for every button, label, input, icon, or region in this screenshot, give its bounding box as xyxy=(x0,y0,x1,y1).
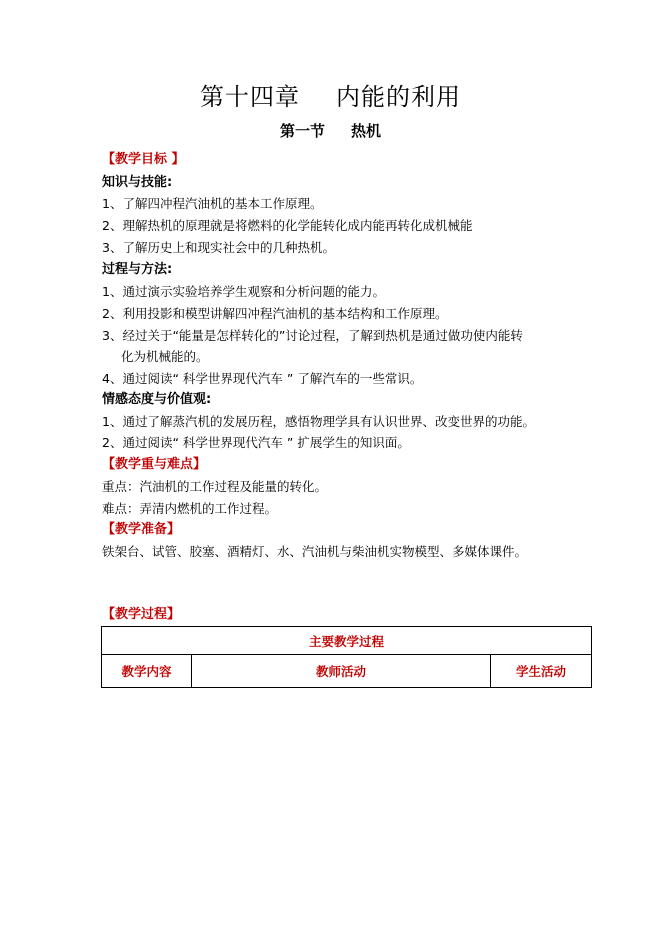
process-item-continued: 化为机械能的。 xyxy=(121,349,209,364)
attitude-item: 2、通过阅读“ 科学世界现代汽车 ” 扩展学生的知识面。 xyxy=(102,435,410,450)
table-title: 主要教学过程 xyxy=(102,627,592,655)
attitude-heading: 情感态度与价值观: xyxy=(102,392,212,407)
section-name: 热机 xyxy=(351,122,382,140)
section-title xyxy=(0,121,661,141)
key-point: 重点：汽油机的工作过程及能量的转化。 xyxy=(102,479,328,494)
process-item: 3、经过关于“能量是怎样转化的”讨论过程，了解到热机是通过做功使内能转 xyxy=(102,328,523,343)
table-title-row xyxy=(102,627,592,655)
chapter-title xyxy=(0,82,661,112)
chapter-number: 第十四章 xyxy=(200,83,300,111)
process-heading: 过程与方法: xyxy=(102,262,173,277)
chapter-name: 内能的利用 xyxy=(336,83,461,111)
process-item: 1、通过演示实验培养学生观察和分析问题的能力。 xyxy=(102,284,385,299)
column-header-student: 学生活动 xyxy=(491,655,592,688)
attitude-item: 1、通过了解蒸汽机的发展历程，感悟物理学具有认识世界、改变世界的功能。 xyxy=(102,414,535,429)
knowledge-item: 3、了解历史上和现实社会中的几种热机。 xyxy=(102,240,335,255)
table-header-row xyxy=(102,655,592,688)
section-number: 第一节 xyxy=(279,122,325,140)
teaching-process-table xyxy=(101,626,592,688)
procedure-heading: 【教学过程】 xyxy=(102,607,181,622)
keypoints-heading: 【教学重与难点】 xyxy=(102,457,207,472)
column-header-teacher: 教师活动 xyxy=(192,655,491,688)
knowledge-item: 1、了解四冲程汽油机的基本工作原理。 xyxy=(102,196,323,211)
column-header-content: 教学内容 xyxy=(102,655,192,688)
process-item: 4、通过阅读“ 科学世界现代汽车 ” 了解汽车的一些常识。 xyxy=(102,371,423,386)
process-item: 2、利用投影和模型讲解四冲程汽油机的基本结构和工作原理。 xyxy=(102,306,448,321)
preparation-items: 铁架台、试管、胶塞、酒精灯、水、汽油机与柴油机实物模型、多媒体课件。 xyxy=(102,544,528,559)
goals-heading: 【教学目标 】 xyxy=(102,152,185,167)
difficulty-point: 难点：弄清内燃机的工作过程。 xyxy=(102,501,278,516)
preparation-heading: 【教学准备】 xyxy=(102,522,181,537)
knowledge-heading: 知识与技能: xyxy=(102,175,173,190)
knowledge-item: 2、理解热机的原理就是将燃料的化学能转化成内能再转化成机械能 xyxy=(102,218,473,233)
